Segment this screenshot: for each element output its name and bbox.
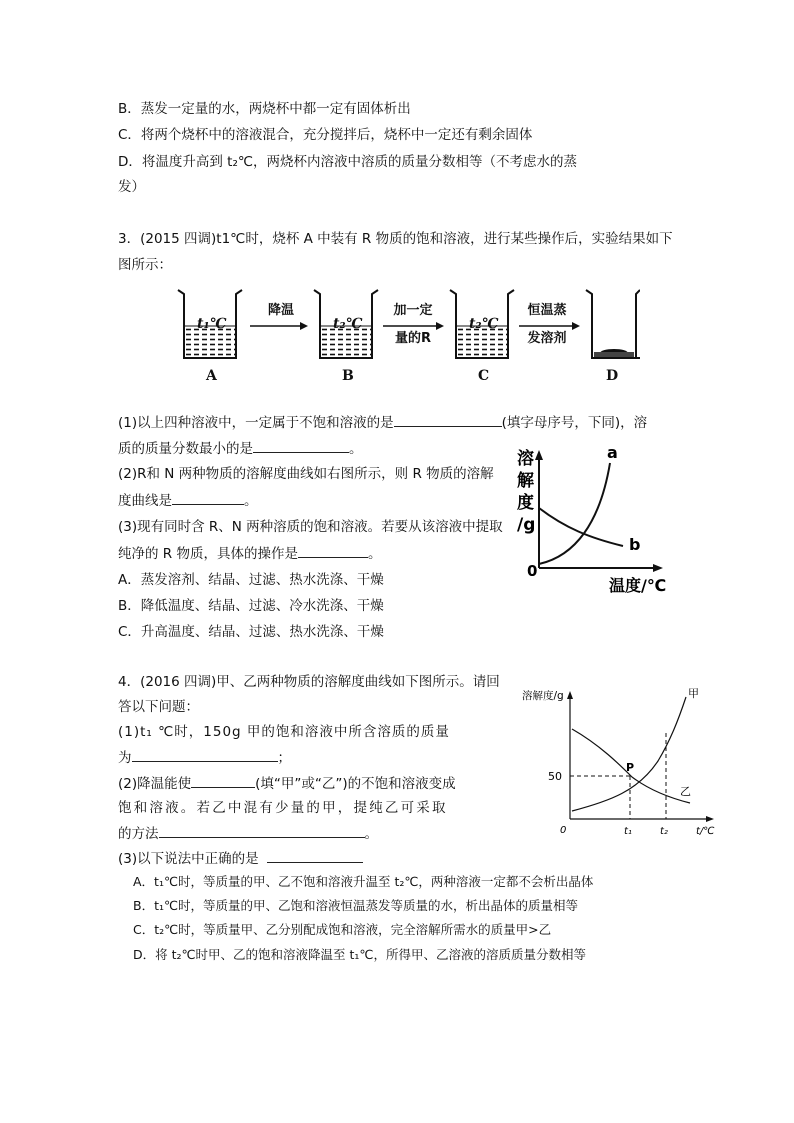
q2-option-d-line2: 发）	[118, 179, 145, 195]
q3-answer-blank-3[interactable]	[172, 490, 244, 505]
arrow-3-label-line2: 发溶剂	[527, 331, 567, 346]
q3-stem-line2: 图所示：	[118, 257, 172, 273]
q4-answer-blank-1[interactable]	[132, 747, 278, 762]
curve-a	[539, 463, 610, 564]
q4-stem-line2: 答以下问题：	[118, 699, 199, 715]
q3-part1-line2: 质的质量分数最小的是 。	[118, 438, 363, 459]
q4-part1-line1: (1)t₁ ℃时，150g 甲的饱和溶液中所含溶质的质量	[118, 724, 450, 740]
q4-graph-origin: 0	[560, 825, 567, 836]
q4-option-c: C．t₂℃时，等质量甲、乙分别配成饱和溶液，完全溶解所需水的质量甲>乙	[133, 922, 552, 937]
q2-option-b: B．蒸发一定量的水，两烧杯中都一定有固体析出	[118, 101, 411, 117]
q3-graph-xlabel: 温度/℃	[609, 576, 667, 595]
arrow-1	[250, 322, 308, 330]
q4-graph-point-p: P	[626, 761, 635, 774]
beaker-a-label: A	[206, 368, 217, 384]
q3-graph-origin: 0	[527, 562, 538, 580]
arrow-2-label-line1: 加一定	[393, 303, 433, 318]
q4-part2-line1: (2)降温能使 (填“甲”或“乙”)的不饱和溶液变成	[118, 773, 456, 794]
q4-answer-blank-2[interactable]	[191, 773, 255, 788]
q4-part1-line2: 为 ；	[118, 747, 291, 768]
q3-solubility-graph	[505, 438, 685, 598]
q4-option-a: A．t₁℃时，等质量的甲、乙不饱和溶液升温至 t₂℃，两种溶液一定都不会析出晶体	[133, 874, 594, 889]
q3-graph-ylabel-2: 解	[517, 471, 534, 491]
q3-graph-ylabel-1: 溶	[517, 449, 534, 469]
arrow-2	[383, 322, 444, 330]
curve-b	[539, 508, 623, 546]
beaker-d-label: D	[606, 368, 619, 384]
q3-part1-text-b: (填字母序号，下同)，溶	[501, 415, 648, 431]
q3-graph-label-a: a	[607, 443, 618, 462]
q3-part2-line1: (2)R和 N 两种物质的溶解度曲线如右图所示，则 R 物质的溶解	[118, 466, 494, 482]
q4-option-d: D．将 t₂℃时甲、乙的饱和溶液降温至 t₁℃，所得甲、乙溶液的溶质质量分数相等	[133, 947, 586, 962]
beaker-c-temp: t₂℃	[469, 316, 499, 332]
q4-graph-xlabel: t/℃	[696, 826, 715, 837]
beaker-b-label: B	[342, 368, 354, 384]
q3-part3-line1: (3)现有同时含 R、N 两种溶质的饱和溶液。若要从该溶液中提取	[118, 519, 503, 535]
q4-answer-blank-3[interactable]	[159, 823, 365, 838]
q3-option-b: B．降低温度、结晶、过滤、冷水洗涤、干燥	[118, 598, 384, 614]
curve-jia	[572, 697, 686, 811]
q4-graph-label-jia: 甲	[688, 687, 699, 700]
q4-graph-t2: t₂	[660, 826, 668, 837]
q3-answer-blank-4[interactable]	[298, 543, 368, 558]
q4-answer-blank-4[interactable]	[267, 848, 363, 863]
q3-stem-line1: 3．(2015 四调)t1℃时，烧杯 A 中装有 R 物质的饱和溶液，进行某些操作后，实验结果如下	[118, 231, 673, 247]
q3-answer-blank-1[interactable]	[394, 412, 502, 427]
q3-graph-label-b: b	[629, 535, 641, 554]
arrow-1-label: 降温	[267, 303, 294, 318]
q4-part2-line2: 饱和溶液。若乙中混有少量的甲，提纯乙可采取	[118, 800, 448, 816]
q3-answer-blank-2[interactable]	[253, 438, 349, 453]
q3-part1-text-c: 质的质量分数最小的是	[118, 441, 253, 457]
q3-part1-text-a: (1)以上四种溶液中，一定属于不饱和溶液的是	[118, 415, 394, 431]
beaker-c-label: C	[478, 368, 490, 384]
q4-graph-label-yi: 乙	[680, 785, 691, 798]
q3-graph-ylabel-4: /g	[517, 515, 536, 535]
beaker-b-temp: t₂℃	[333, 316, 363, 332]
q3-option-a: A．蒸发溶剂、结晶、过滤、热水洗涤、干燥	[118, 572, 384, 588]
q2-option-c: C．将两个烧杯中的溶液混合，充分搅拌后，烧杯中一定还有剩余固体	[118, 127, 533, 143]
arrow-3-label-line1: 恒温蒸	[527, 303, 567, 318]
beaker-a-temp: t₁℃	[197, 316, 227, 332]
q4-graph-t1: t₁	[624, 826, 632, 837]
q3-graph-ylabel-3: 度	[517, 493, 534, 513]
q3-part2-line2: 度曲线是 。	[118, 490, 258, 511]
q2-option-d-line1: D．将温度升高到 t₂℃，两烧杯内溶液中溶质的质量分数相等（不考虑水的蒸	[118, 154, 578, 170]
arrow-3	[519, 322, 580, 330]
q3-part3-line2: 纯净的 R 物质，具体的操作是 。	[118, 543, 381, 564]
q4-part2-line3: 的方法 。	[118, 823, 378, 844]
q4-solubility-graph	[520, 683, 730, 843]
q4-option-b: B．t₁℃时，等质量的甲、乙饱和溶液恒温蒸发等质量的水，析出晶体的质量相等	[133, 898, 579, 913]
q3-option-c: C．升高温度、结晶、过滤、热水洗涤、干燥	[118, 624, 384, 640]
arrow-2-label-line2: 量的R	[394, 331, 431, 346]
q3-part1-line1	[118, 412, 647, 433]
q4-graph-ylabel: 溶解度/g	[522, 690, 564, 702]
q4-part3: (3)以下说法中正确的是	[118, 848, 363, 869]
beaker-d	[586, 290, 640, 358]
q4-stem-line1: 4．(2016 四调)甲、乙两种物质的溶解度曲线如下图所示。请回	[118, 674, 500, 690]
q4-graph-ytick-50: 50	[548, 770, 562, 783]
